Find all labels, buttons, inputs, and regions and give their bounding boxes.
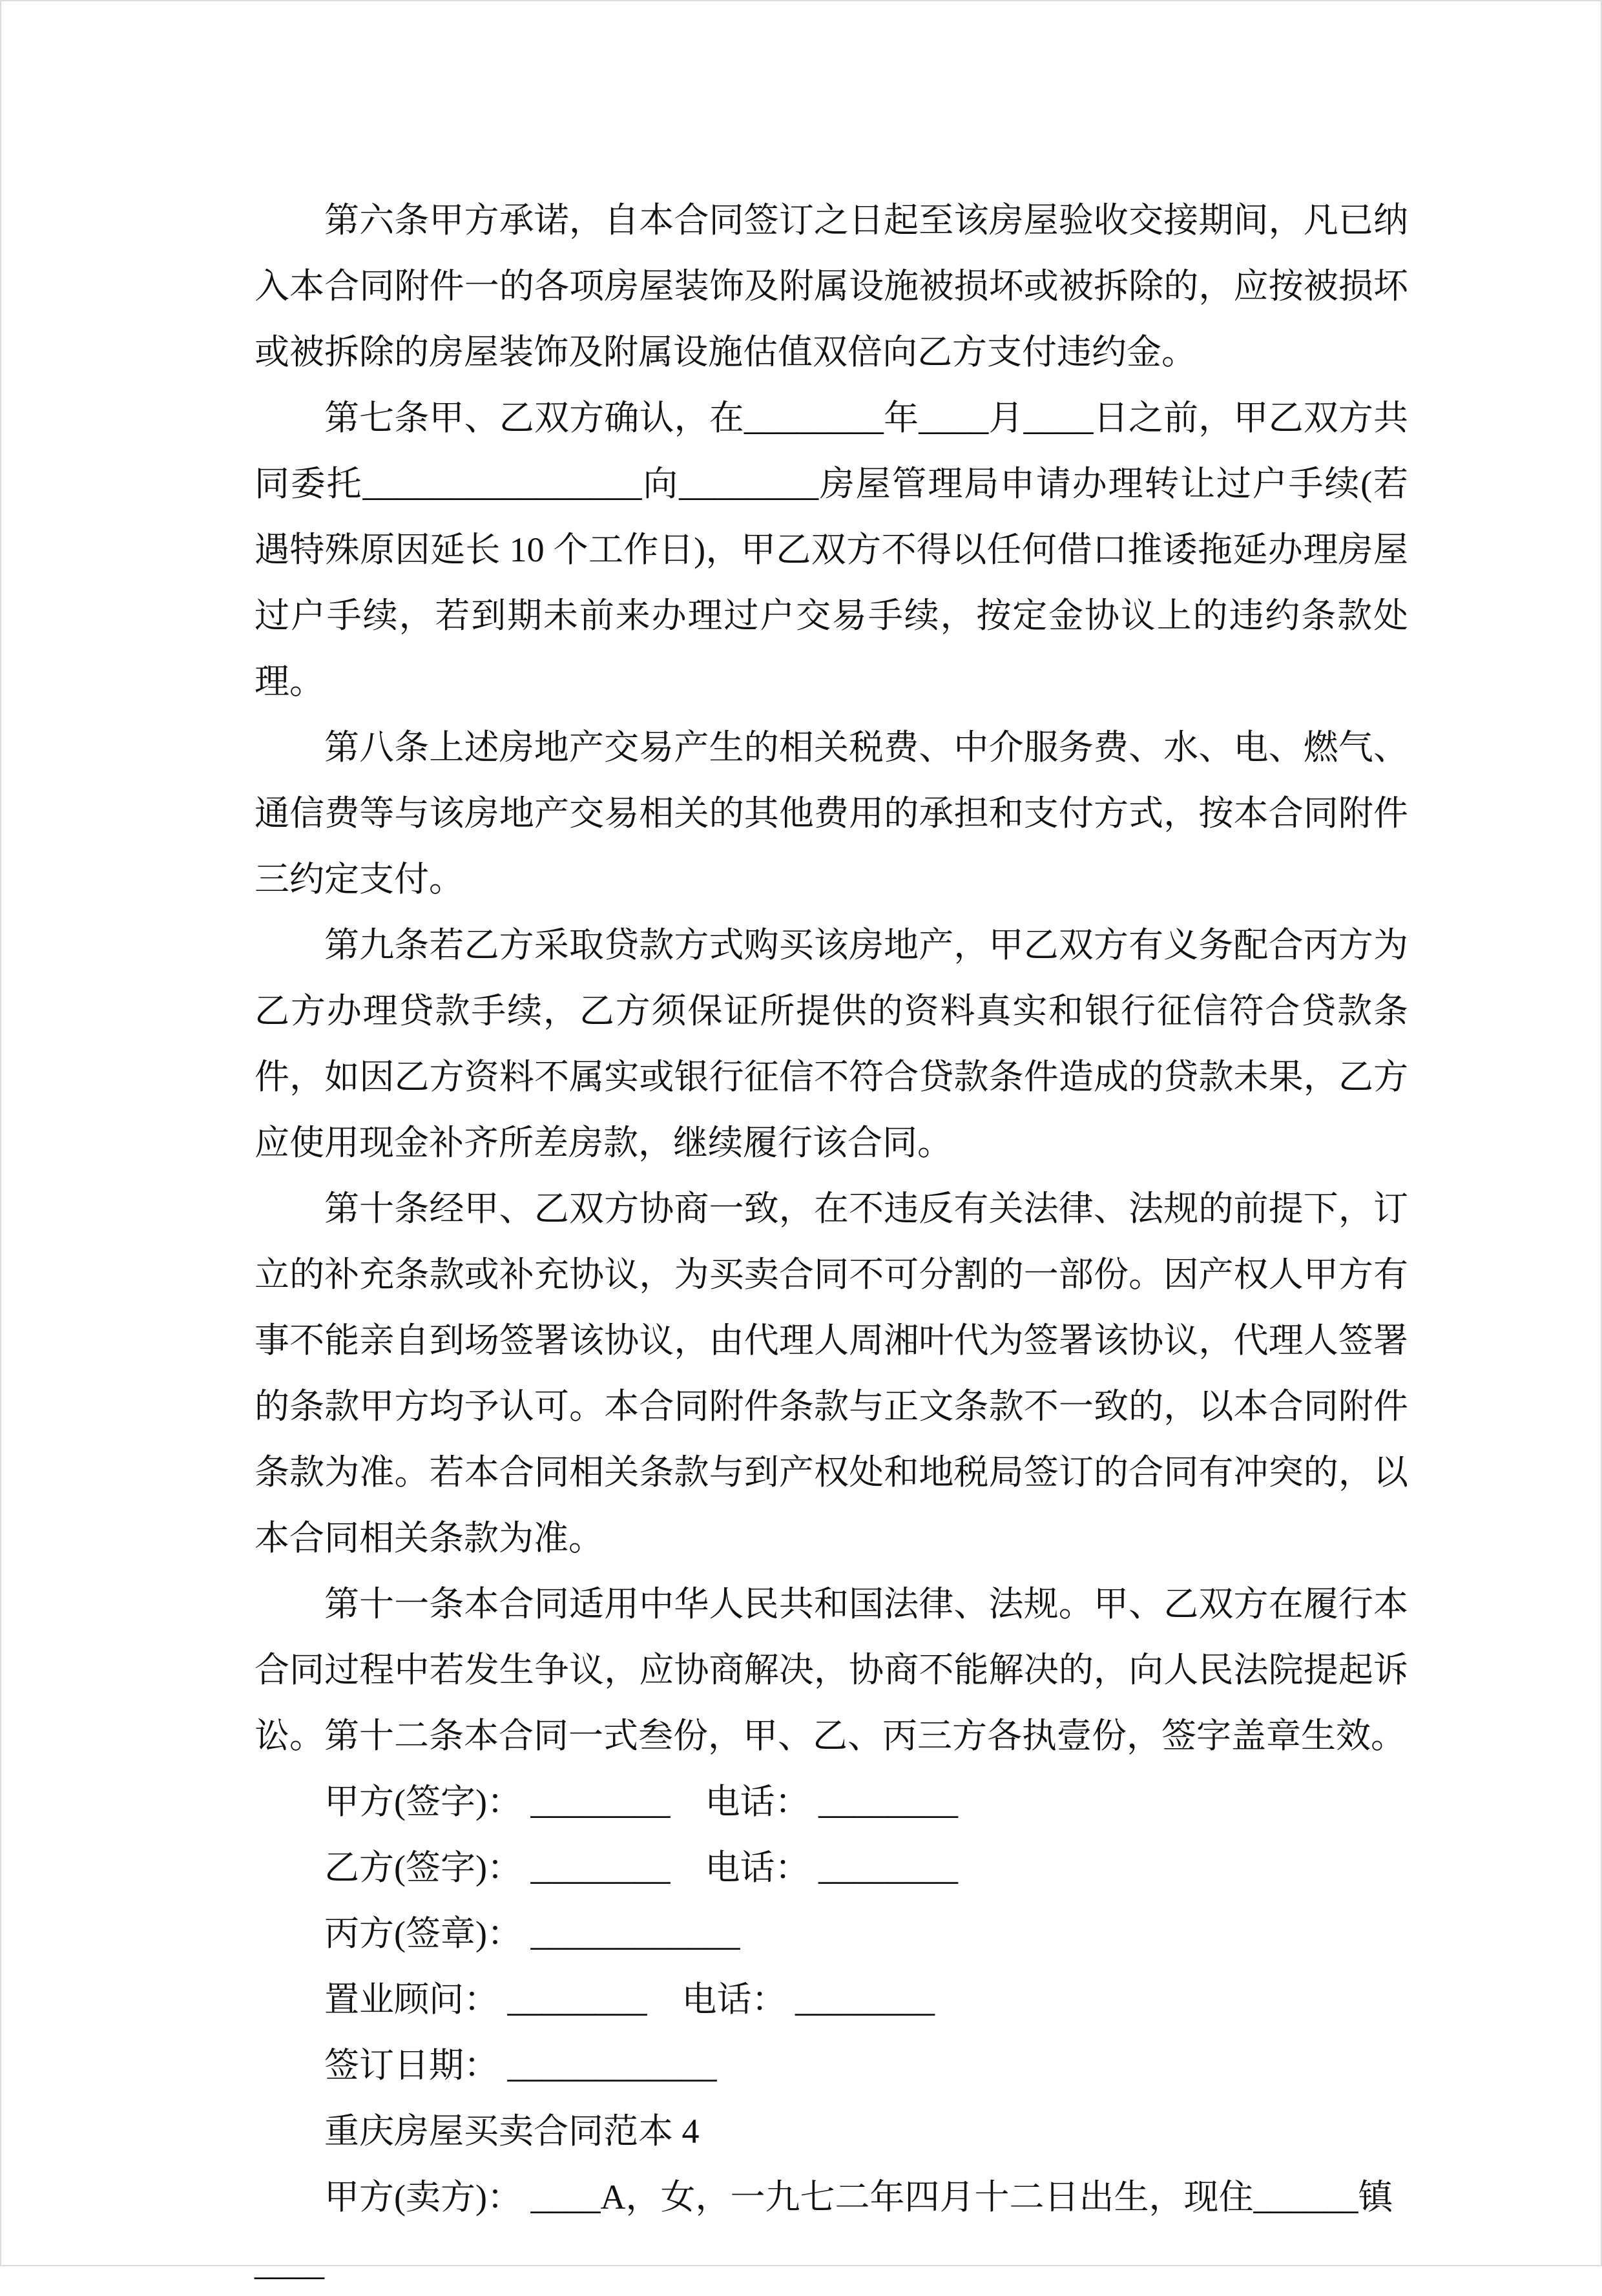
document-content (255, 187, 1408, 2296)
party-c-seal-line: 丙方(签章)： ____________ (324, 1914, 740, 1953)
section-4-party-a-line: 甲方(卖方)： ____A，女，一九七二年四月十二日出生，现住______镇____ (255, 2178, 1393, 2282)
party-b-signature-line: 乙方(签字)： ________ 电话： ________ (324, 1848, 958, 1887)
section-4-heading: 重庆房屋买卖合同范本 4 (324, 2112, 700, 2151)
clause-11-12-paragraph: 第十一条本合同适用中华人民共和国法律、法规。甲、乙双方在履行本合同过程中若发生争议，应协商解决，协商不能解决的，向人民法院提起诉讼。第十二条本合同一式叁份，甲、乙、丙三方各执壹份，签字盖章生效。 (255, 1585, 1408, 1755)
signing-date-line: 签订日期： ____________ (324, 2046, 717, 2085)
party-a-signature-line: 甲方(签字)： ________ 电话： ________ (324, 1782, 958, 1821)
clause-9-paragraph: 第九条若乙方采取贷款方式购买该房地产，甲乙双方有义务配合丙方为乙方办理贷款手续，乙方须保证所提供的资料真实和银行征信符合贷款条件，如因乙方资料不属实或银行征信不符合贷款条件造成的贷款未果，乙方应使用现金补齐所差房款，继续履行该合同。 (255, 926, 1408, 1162)
clause-10-paragraph: 第十条经甲、乙双方协商一致，在不违反有关法律、法规的前提下，订立的补充条款或补充协议，为买卖合同不可分割的一部份。因产权人甲方有事不能亲自到场签署该协议，由代理人周湘叶代为签署该协议，代理人签署的条款甲方均予认可。本合同附件条款与正文条款不一致的，以本合同附件条款为准。若本合同相关条款与到产权处和地税局签订的合同有冲突的，以本合同相关条款为准。 (255, 1189, 1408, 1558)
property-consultant-line: 置业顾问： ________ 电话： ________ (324, 1980, 935, 2019)
clause-8-paragraph: 第八条上述房地产交易产生的相关税费、中介服务费、水、电、燃气、通信费等与该房地产交易相关的其他费用的承担和支付方式，按本合同附件三约定支付。 (255, 728, 1408, 899)
clause-6-paragraph: 第六条甲方承诺，自本合同签订之日起至该房屋验收交接期间，凡已纳入本合同附件一的各项房屋装饰及附属设施被损坏或被拆除的，应按被损坏或被拆除的房屋装饰及附属设施估值双倍向乙方支付违约金。 (255, 201, 1408, 371)
clause-7-paragraph: 第七条甲、乙双方确认，在________年____月____日之前，甲乙双方共同委托________________向________房屋管理局申请办理转让过户手续(若遇特殊原因延长 10 个工作日)，甲乙双方不得以任何借口推诿拖延办理房屋过户手续，若到期未前来办理过户交易手续，按定金协议上的违约条款处理。 (255, 399, 1408, 701)
